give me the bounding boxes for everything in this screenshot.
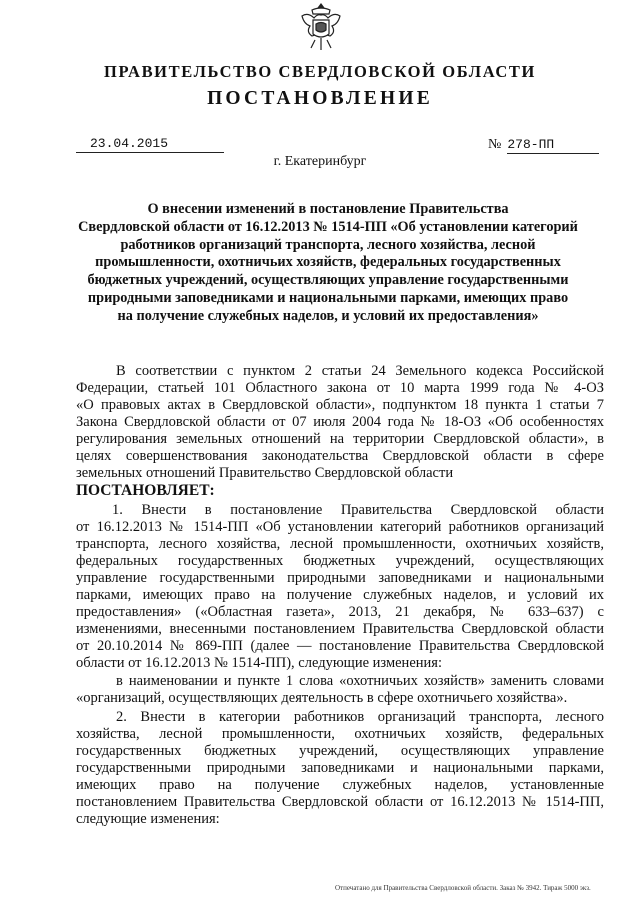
body-line: парками, имеющих право на получение служебных наделов, и условий их (76, 587, 604, 603)
body-line: регулирования земельных отношений на территории Свердловской области», в (76, 431, 604, 447)
title-line: бюджетных учреждений, осуществляющих управление государственными (87, 272, 569, 289)
body-line: целях совершенствования законодательства Свердловской области в сфере (76, 448, 604, 464)
body-line: управление государственными природными заповедниками и национальными (76, 570, 604, 586)
body-line: области от 16.12.2013 № 1514-ПП), следующие изменения: (76, 655, 442, 671)
resolves-heading: ПОСТАНОВЛЯЕТ: (76, 482, 215, 499)
body-line: изменениями, внесенными постановлением Правительства Свердловской области (76, 621, 604, 637)
document-date: 23.04.2015 (76, 136, 224, 153)
body-line: от 16.12.2013 № 1514-ПП «Об установлении категорий работников организаций (76, 519, 604, 535)
body-line: Закона Свердловской области от 07 июля 2004 года № 18-ОЗ «Об особенностях (76, 414, 604, 430)
number-sign: № (488, 137, 502, 152)
body-line: постановлением Правительства Свердловской области от 16.12.2013 № 1514-ПП, (76, 794, 604, 810)
title-line: природными заповедниками и национальными парками, имеющих право (87, 289, 569, 306)
body-line: земельных отношений Правительство Свердловской области (76, 465, 454, 481)
title-line: О внесении изменений в постановление Правительства (147, 201, 509, 217)
body-line: следующие изменения: (76, 811, 220, 827)
title-line: работников организаций транспорта, лесного хозяйства, лесной (120, 236, 536, 253)
body-line: имеющих право на получение служебных наделов, установленные (76, 777, 604, 793)
body-line: «организаций, осуществляющих деятельность в сфере охотничьего хозяйства». (76, 690, 568, 706)
body-line: в наименовании и пункте 1 слова «охотничьих хозяйств» заменить словами (116, 673, 604, 689)
body-line: Федерации, статьей 101 Областного закона от 10 марта 1999 года № 4-ОЗ (76, 380, 604, 396)
city: г. Екатеринбург (273, 154, 367, 169)
print-note: Отпечатано для Правительства Свердловской области. Заказ № 3942. Тираж 5000 экз. (335, 884, 591, 892)
body-line: В соответствии с пунктом 2 статьи 24 Земельного кодекса Российской (116, 363, 604, 379)
document-type: ПОСТАНОВЛЕНИЕ (207, 88, 433, 109)
body-line: от 20.10.2014 № 869-ПП (далее — постановление Правительства Свердловской (76, 638, 604, 654)
organization-name: ПРАВИТЕЛЬСТВО СВЕРДЛОВСКОЙ ОБЛАСТИ (104, 62, 536, 81)
title-line: на получение служебных наделов, и условий их предоставления» (117, 307, 539, 324)
document-title (68, 201, 588, 326)
coat-of-arms-icon (298, 2, 344, 52)
body-line: федеральных государственных бюджетных учреждений, осуществляющих (76, 553, 604, 569)
title-line: промышленности, охотничьих хозяйств, федеральных государственных (95, 254, 561, 271)
body-line: 1. Внести в постановление Правительства Свердловской области (112, 502, 604, 518)
body-line: хозяйства, лесной промышленности, охотничьих хозяйств, федеральных (76, 726, 604, 742)
body-line: «О правовых актах в Свердловской области», подпунктом 18 пункта 1 статьи 7 (76, 397, 604, 413)
title-line: Свердловской области от 16.12.2013 № 1514-ПП «Об установлении категорий (78, 218, 578, 235)
body-line: транспорта, лесного хозяйства, лесной промышленности, охотничьих хозяйств, (76, 536, 604, 552)
document-number-field (488, 136, 610, 154)
body-line: государственных бюджетных учреждений, осуществляющих управление (76, 743, 604, 759)
document-number: 278-ПП (507, 137, 599, 154)
body-line: 2. Внести в категории работников организаций транспорта, лесного (116, 709, 604, 725)
body-line: предоставления» («Областная газета», 2013, 21 декабря, № 633–637) с (76, 604, 604, 620)
body-line: государственными природными заповедниками и национальными парками, (76, 760, 604, 776)
